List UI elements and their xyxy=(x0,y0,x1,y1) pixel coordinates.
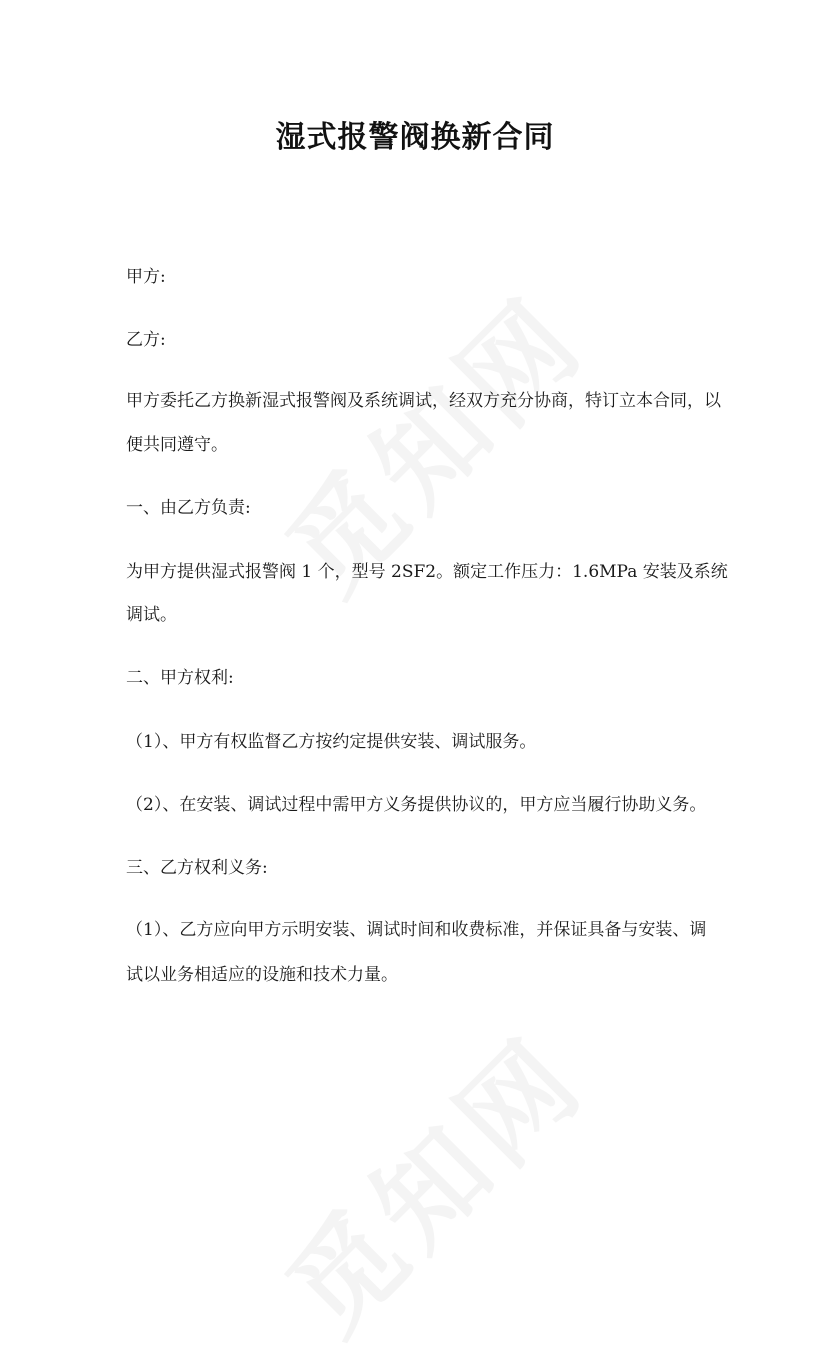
section-3-item-1-line-1: （1）、乙方应向甲方示明安装、调试时间和收费标准，并保证具备与安装、调 xyxy=(126,920,707,940)
section-3-heading: 三、乙方权利义务: xyxy=(126,858,268,878)
preamble-line-1: 甲方委托乙方换新湿式报警阀及系统调试，经双方充分协商，特订立本合同，以 xyxy=(126,391,721,411)
section-2-heading: 二、甲方权利: xyxy=(126,668,234,688)
section-1-body-line-1: 为甲方提供湿式报警阀 1 个，型号 2SF2。额定工作压力：1.6MPa 安装及系统 xyxy=(126,562,728,582)
section-2-item-2: （2）、在安装、调试过程中需甲方义务提供协议的，甲方应当履行协助义务。 xyxy=(126,795,707,815)
section-3-item-1-line-2: 试以业务相适应的设施和技术力量。 xyxy=(126,965,398,985)
party-a-label: 甲方: xyxy=(126,267,166,287)
preamble-line-2: 便共同遵守。 xyxy=(126,435,228,455)
party-b-label: 乙方: xyxy=(126,330,166,350)
watermark-lower xyxy=(247,996,613,1362)
contract-title: 湿式报警阀换新合同 xyxy=(275,120,555,155)
section-1-heading: 一、由乙方负责: xyxy=(126,498,251,518)
section-2-item-1: （1）、甲方有权监督乙方按约定提供安装、调试服务。 xyxy=(126,732,537,752)
section-1-body-line-2: 调试。 xyxy=(126,605,177,625)
